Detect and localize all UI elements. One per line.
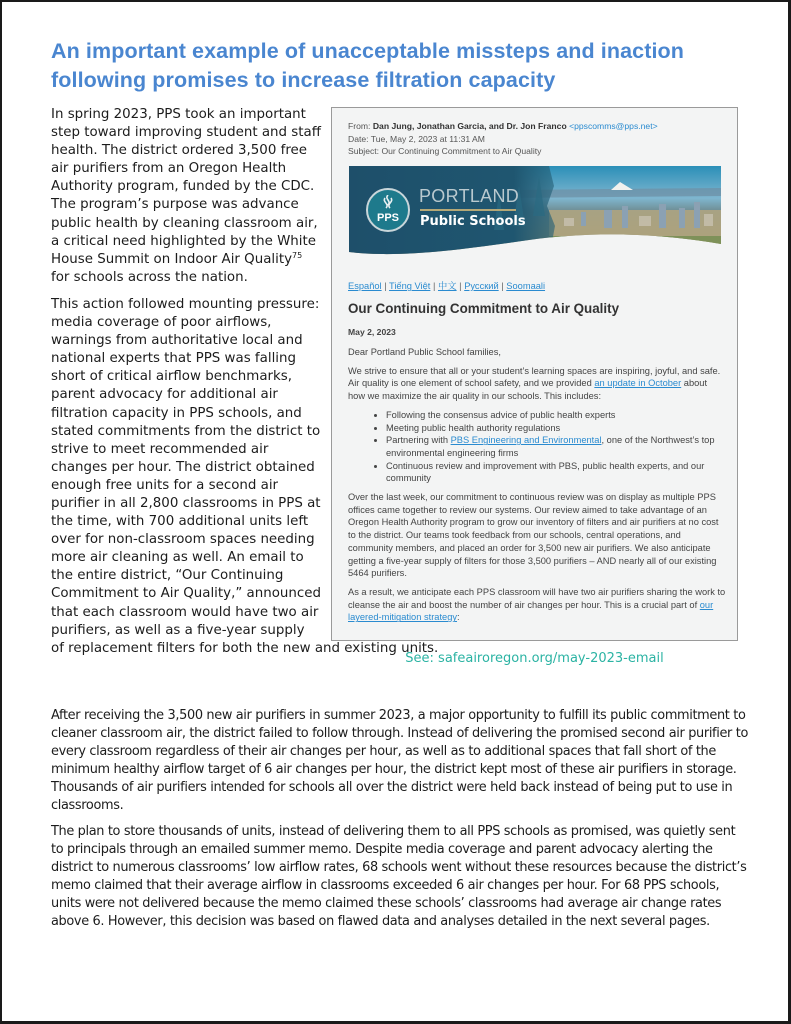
email-date: May 2, 2023 [348, 327, 396, 337]
bullet-item: • Partnering with PBS Engineering and Environmental, one of the Northwest’s top environmental engineering firms [386, 434, 726, 459]
email-bullets [386, 409, 726, 485]
bullet-item: • Continuous review and improvement with PBS, public health experts, and our community [386, 460, 726, 485]
context-paragraph-tail: of replacement filters for both the new and existing units. [51, 640, 439, 656]
bullet-item: • Following the consensus advice of public health experts [386, 409, 726, 422]
email-para-2: Over the last week, our commitment to continuous review was on display as multiple PPS offices came together to review our systems. Our review aimed to take advantage of an Oregon Health Authority program to grow our inventory of filters and air purifiers at no cost to the district. Our teams took feedback from our schools, central operations, and community members, and placed an order for 3,500 new air purifiers. We also anticipate getting a five-year supply of filters for those 3,500 purifiers – AND nearly all of our existing 5464 purifiers. [348, 492, 719, 579]
page-title: An important example of unacceptable missteps and inaction following promises to increase filtration capacity [51, 39, 685, 92]
email-para-1: We strive to ensure that all or your student’s learning spaces are inspiring, joyful, and safe. Air quality is one element of school safety, and we provided an update in October about how we maximize the air quality in our schools. This includes: [348, 365, 721, 402]
brand-divider [420, 209, 516, 211]
pps-logo: PPS [366, 188, 410, 232]
email-from: From: Dan Jung, Jonathan Garcia, and Dr. Jon Franco <ppscomms@pps.net> [348, 121, 658, 131]
bullet-item: • Meeting public health authority regulations [386, 422, 726, 435]
outcome-paragraph: After receiving the 3,500 new air purifiers in summer 2023, a major opportunity to fulfill its public commitment to cleaner classroom air, the district failed to follow through. Instead of delivering the promised second air purifier to every classroom regardless of their air changes per hour, as well as to additional spaces that fall short of the minimum healthy airflow target of 6 air changes per hour, the district kept most of these air purifiers in storage. Thousands of air purifiers intended for schools all over the district were held back instead of being put to use in classrooms. [51, 708, 749, 814]
context-paragraph: This action followed mounting pressure: media coverage of poor airflows, warnings from authoritative local and national experts that PPS was falling short of critical airflow benchmarks, parent advocacy for additional air filtration capacity in PPS schools, and stated commitments from the district to strive to meet recommended air changes per hour. The district obtained enough free units for a second air purifier in all 2,800 classrooms in PPS at the time, with 700 additional units left over for non-classroom spaces needing more air cleaning as well. An email to the entire district, “Our Continuing Commitment to Air Quality,” announced that each classroom would have two air purifiers, as well as a five-year supply of replacement filters for both the new and existing units. [51, 296, 439, 656]
lang-link-russian[interactable]: Русский [464, 281, 499, 291]
footnote-ref: 75 [292, 250, 303, 260]
lang-link-espanol[interactable]: Español [348, 281, 382, 291]
email-screenshot [331, 107, 738, 641]
sender-email-link[interactable]: <ppscomms@pps.net> [569, 121, 658, 131]
lang-link-somali[interactable]: Soomaali [506, 281, 546, 291]
pbs-link[interactable]: PBS Engineering and Environmental [450, 435, 602, 446]
email-greeting: Dear Portland Public School families, [348, 347, 501, 357]
flame-icon [381, 195, 395, 213]
october-update-link[interactable]: an update in October [594, 378, 682, 389]
email-para-3: As a result, we anticipate each PPS classroom will have two air purifiers sharing the work to cleanse the air and boost the number of air changes per hour. This is a crucial part of our layered-mitigation strategy: [348, 586, 726, 623]
email-subject-line: Subject: Our Continuing Commitment to Air Quality [348, 146, 542, 157]
lang-link-vietnamese[interactable]: Tiếng Việt [389, 281, 431, 291]
language-links: Español | Tiếng Việt | 中文 | Русский | Soomaali [348, 281, 546, 291]
email-body [348, 346, 726, 630]
intro-paragraph: In spring 2023, PPS took an important step toward improving student and staff health. The district ordered 3,500 free air purifiers from an Oregon Health Authority program, funded by the CDC. The program’s purpose was advance public health by cleaning classroom air, a critical need highlighted by the White House Summit on Indoor Air Quality$^{75}$ for schools across the nation. [51, 107, 321, 285]
memo-paragraph: The plan to store thousands of units, instead of delivering them to all PPS schools as promised, was quietly sent to principals through an emailed summer memo. Despite media coverage and parent advocacy alerting the district to numerous classrooms’ low airflow rates, 68 schools went without these resources because the district’s memo claimed that their average airflow in classrooms exceeded 6 air changes per hour. For 68 PPS schools, units were not delivered because the memo claimed these schools’ classrooms had average air change rates above 6. However, this decision was based on flawed data and analyses detailed in the next several pages. [51, 824, 747, 930]
brand-public-schools: Public Schools [420, 214, 526, 229]
email-heading: Our Continuing Commitment to Air Quality [348, 301, 620, 316]
email-date-line: Date: Tue, May 2, 2023 at 11:31 AM [348, 133, 485, 144]
source-caption: See: safeairoregon.org/may-2023-email [405, 651, 664, 666]
email-header [348, 120, 658, 158]
mitigation-strategy-link[interactable]: our layered-mitigation strategy [348, 599, 714, 623]
pps-banner [349, 166, 721, 258]
lang-link-chinese[interactable]: 中文 [437, 281, 457, 291]
brand-portland: PORTLAND [419, 186, 520, 206]
